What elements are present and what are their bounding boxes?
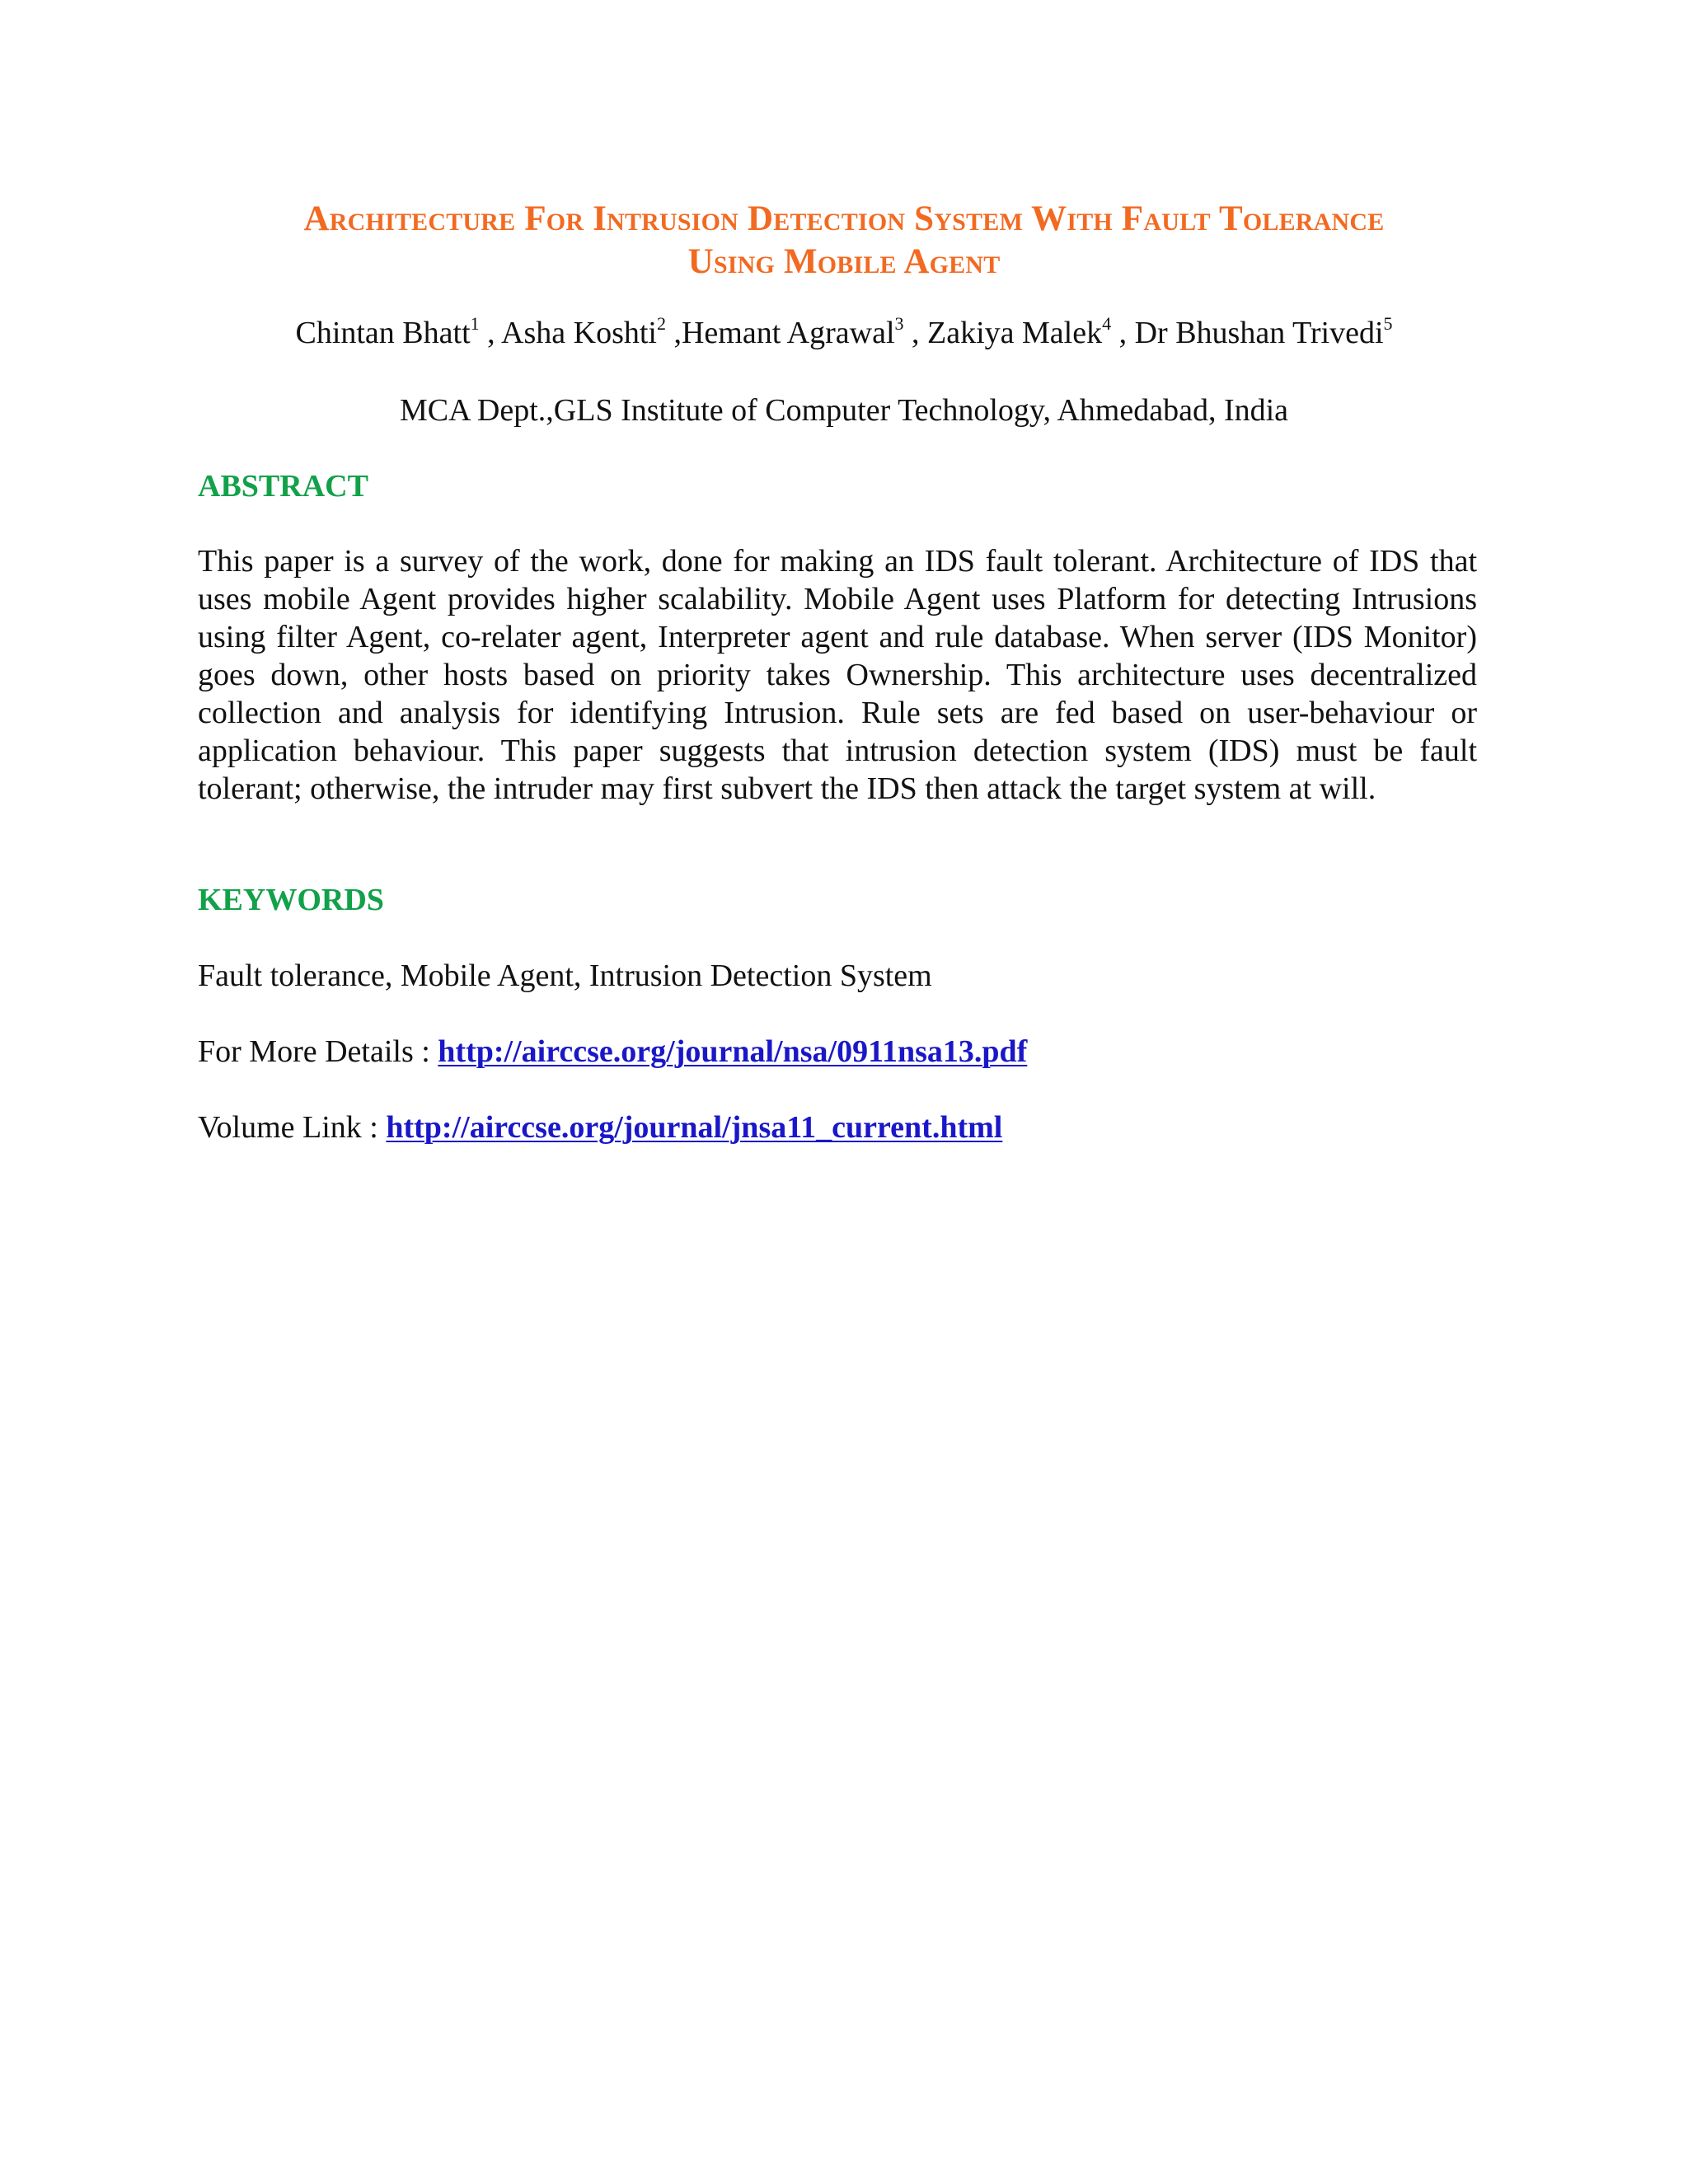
author-separator: , — [479, 316, 502, 350]
more-details-link[interactable]: http://airccse.org/journal/nsa/0911nsa13.pdf — [438, 1034, 1028, 1069]
abstract-heading: ABSTRACT — [198, 469, 368, 504]
keywords-body: Fault tolerance, Mobile Agent, Intrusion Detection System — [198, 958, 932, 993]
paper-title-line-1: Architecture For Intrusion Detection System With Fault Tolerance — [303, 199, 1385, 238]
author-list — [165, 313, 1523, 353]
author-name: Chintan Bhatt — [295, 316, 471, 350]
abstract-body: This paper is a survey of the work, done for making an IDS fault tolerant. Architecture of IDS that uses mobile Agent provides higher scalability. Mobile Agent uses Platform for detecting Intrusions using filter Agent, co-relater agent, Interpreter agent and rule database. When server (IDS Monitor) goes down, other hosts based on priority takes Ownership. This architecture uses decentralized collection and analysis for identifying Intrusion. Rule sets are fed based on user-behaviour or application behaviour. This paper suggests that intrusion detection system (IDS) must be fault tolerant; otherwise, the intruder may first subvert the IDS then attack the target system at will. — [198, 544, 1477, 806]
paper-title-line-2: Using Mobile Agent — [687, 242, 1001, 281]
author-name: Dr Bhushan Trivedi — [1134, 316, 1384, 350]
author-name: Asha Koshti — [501, 316, 657, 350]
author-separator: , — [1111, 316, 1135, 350]
author-name: Zakiya Malek — [927, 316, 1103, 350]
volume-link[interactable]: http://airccse.org/journal/jnsa11_current.html — [386, 1110, 1003, 1145]
paper-title — [198, 198, 1490, 284]
volume-link-line — [198, 1108, 1002, 1147]
affiliation: MCA Dept.,GLS Institute of Computer Technology, Ahmedabad, India — [399, 393, 1289, 428]
keywords-heading: KEYWORDS — [198, 883, 384, 917]
author-affiliation-mark: 4 — [1102, 313, 1112, 334]
author-affiliation-mark: 5 — [1383, 313, 1393, 334]
author-separator: , — [665, 316, 682, 350]
author-affiliation-mark: 3 — [894, 313, 904, 334]
more-details-line — [198, 1032, 1027, 1071]
author-affiliation-mark: 1 — [470, 313, 480, 334]
author-affiliation-mark: 2 — [656, 313, 666, 334]
volume-link-label: Volume Link : — [198, 1110, 387, 1145]
more-details-label: For More Details : — [198, 1034, 438, 1069]
author-name: Hemant Agrawal — [681, 316, 895, 350]
author-separator: , — [903, 316, 928, 350]
